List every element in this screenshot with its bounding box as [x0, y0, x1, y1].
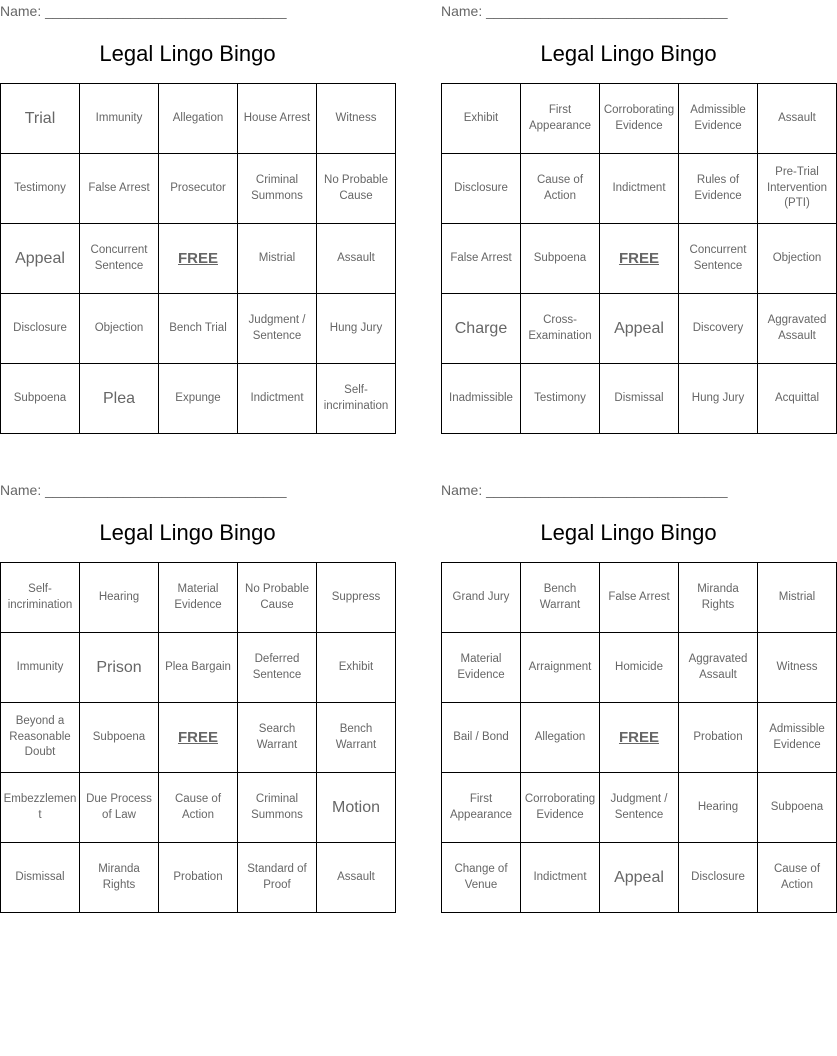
bingo-cell: Indictment — [238, 364, 317, 434]
bingo-row — [442, 843, 837, 913]
bingo-cell: Exhibit — [317, 633, 396, 703]
bingo-cell: Judgment / Sentence — [238, 294, 317, 364]
name-field-label: Name: _______________________________ — [0, 3, 287, 19]
bingo-cell: Corroborating Evidence — [600, 84, 679, 154]
bingo-cell: Cause of Action — [521, 154, 600, 224]
bingo-cell: Allegation — [521, 703, 600, 773]
bingo-cell: Subpoena — [80, 703, 159, 773]
card-title: Legal Lingo Bingo — [99, 41, 276, 66]
bingo-cell: Homicide — [600, 633, 679, 703]
bingo-cell: Beyond a Reasonable Doubt — [1, 703, 80, 773]
bingo-cell: Bench Trial — [159, 294, 238, 364]
bingo-row — [442, 224, 837, 294]
bingo-cell: Search Warrant — [238, 703, 317, 773]
bingo-cell: Assault — [317, 843, 396, 913]
bingo-cell: Suppress — [317, 563, 396, 633]
bingo-cell: Bench Warrant — [317, 703, 396, 773]
bingo-row — [442, 633, 837, 703]
bingo-cell: Dismissal — [1, 843, 80, 913]
bingo-cell: Pre-Trial Intervention (PTI) — [758, 154, 837, 224]
free-space: FREE — [600, 703, 679, 773]
bingo-cell: Inadmissible — [442, 364, 521, 434]
bingo-cell: Miranda Rights — [80, 843, 159, 913]
bingo-cell: Hung Jury — [679, 364, 758, 434]
bingo-cell: Objection — [80, 294, 159, 364]
bingo-cell: Prosecutor — [159, 154, 238, 224]
bingo-cell: First Appearance — [521, 84, 600, 154]
bingo-row — [1, 294, 396, 364]
bingo-cell: First Appearance — [442, 773, 521, 843]
bingo-cell: Testimony — [521, 364, 600, 434]
bingo-row — [1, 563, 396, 633]
bingo-row — [1, 633, 396, 703]
name-field-label: Name: _______________________________ — [441, 3, 728, 19]
free-space: FREE — [159, 703, 238, 773]
bingo-cell: Change of Venue — [442, 843, 521, 913]
bingo-row — [442, 364, 837, 434]
bingo-cell: Embezzlement — [1, 773, 80, 843]
bingo-cell: Self-incrimination — [317, 364, 396, 434]
bingo-row — [442, 563, 837, 633]
card-title: Legal Lingo Bingo — [99, 520, 276, 545]
bingo-cell: Immunity — [1, 633, 80, 703]
bingo-cell: Appeal — [1, 224, 80, 294]
bingo-cell: Deferred Sentence — [238, 633, 317, 703]
bingo-cell: Discovery — [679, 294, 758, 364]
bingo-row — [442, 773, 837, 843]
bingo-cell: Witness — [317, 84, 396, 154]
bingo-cell: Allegation — [159, 84, 238, 154]
bingo-grid — [0, 83, 396, 434]
bingo-cell: Motion — [317, 773, 396, 843]
bingo-cell: Probation — [159, 843, 238, 913]
bingo-cell: Hung Jury — [317, 294, 396, 364]
bingo-cell: Aggravated Assault — [679, 633, 758, 703]
bingo-cell: Criminal Summons — [238, 154, 317, 224]
bingo-row — [1, 703, 396, 773]
bingo-cell: House Arrest — [238, 84, 317, 154]
bingo-cell: Concurrent Sentence — [679, 224, 758, 294]
bingo-row — [1, 364, 396, 434]
name-field-label: Name: _______________________________ — [0, 482, 287, 498]
bingo-cell: Subpoena — [1, 364, 80, 434]
bingo-cell: Dismissal — [600, 364, 679, 434]
bingo-cell: Bench Warrant — [521, 563, 600, 633]
bingo-cell: Assault — [317, 224, 396, 294]
bingo-cell: Arraignment — [521, 633, 600, 703]
bingo-cell: Appeal — [600, 294, 679, 364]
bingo-cell: Criminal Summons — [238, 773, 317, 843]
bingo-cell: Testimony — [1, 154, 80, 224]
bingo-cell: Mistrial — [238, 224, 317, 294]
bingo-cell: Rules of Evidence — [679, 154, 758, 224]
bingo-grid — [0, 562, 396, 913]
bingo-row — [442, 154, 837, 224]
bingo-cell: Hearing — [679, 773, 758, 843]
bingo-cell: Judgment / Sentence — [600, 773, 679, 843]
bingo-cell: Cause of Action — [758, 843, 837, 913]
bingo-cell: Material Evidence — [442, 633, 521, 703]
bingo-cell: False Arrest — [600, 563, 679, 633]
bingo-cell: Indictment — [521, 843, 600, 913]
bingo-cell: Prison — [80, 633, 159, 703]
bingo-cell: Probation — [679, 703, 758, 773]
bingo-row — [1, 224, 396, 294]
bingo-cell: Immunity — [80, 84, 159, 154]
bingo-row — [1, 773, 396, 843]
bingo-cell: Cross-Examination — [521, 294, 600, 364]
bingo-cell: Charge — [442, 294, 521, 364]
bingo-row — [1, 843, 396, 913]
bingo-cell: Hearing — [80, 563, 159, 633]
bingo-cell: Subpoena — [758, 773, 837, 843]
bingo-cell: Disclosure — [679, 843, 758, 913]
bingo-cell: Standard of Proof — [238, 843, 317, 913]
bingo-row — [1, 154, 396, 224]
bingo-cell: Objection — [758, 224, 837, 294]
bingo-cell: Material Evidence — [159, 563, 238, 633]
bingo-cell: Corroborating Evidence — [521, 773, 600, 843]
bingo-cell: Cause of Action — [159, 773, 238, 843]
bingo-grid — [441, 562, 837, 913]
bingo-cell: Grand Jury — [442, 563, 521, 633]
bingo-cell: False Arrest — [442, 224, 521, 294]
bingo-cell: Trial — [1, 84, 80, 154]
bingo-row — [442, 84, 837, 154]
bingo-cell: False Arrest — [80, 154, 159, 224]
bingo-cell: Miranda Rights — [679, 563, 758, 633]
bingo-cell: Expunge — [159, 364, 238, 434]
bingo-cell: Mistrial — [758, 563, 837, 633]
bingo-cell: Plea Bargain — [159, 633, 238, 703]
bingo-cell: Concurrent Sentence — [80, 224, 159, 294]
bingo-cell: Witness — [758, 633, 837, 703]
bingo-cell: Due Process of Law — [80, 773, 159, 843]
bingo-cell: Acquittal — [758, 364, 837, 434]
bingo-cell: Indictment — [600, 154, 679, 224]
bingo-cell: Bail / Bond — [442, 703, 521, 773]
bingo-cell: Exhibit — [442, 84, 521, 154]
bingo-cell: Subpoena — [521, 224, 600, 294]
name-field-label: Name: _______________________________ — [441, 482, 728, 498]
bingo-row — [442, 294, 837, 364]
bingo-cell: Admissible Evidence — [758, 703, 837, 773]
bingo-cell: Self-incrimination — [1, 563, 80, 633]
bingo-cell: Admissible Evidence — [679, 84, 758, 154]
card-title: Legal Lingo Bingo — [540, 41, 717, 66]
bingo-row — [1, 84, 396, 154]
bingo-row — [442, 703, 837, 773]
free-space: FREE — [600, 224, 679, 294]
bingo-cell: No Probable Cause — [317, 154, 396, 224]
bingo-cell: Assault — [758, 84, 837, 154]
bingo-cell: Plea — [80, 364, 159, 434]
free-space: FREE — [159, 224, 238, 294]
bingo-grid — [441, 83, 837, 434]
bingo-cell: No Probable Cause — [238, 563, 317, 633]
bingo-cell: Appeal — [600, 843, 679, 913]
bingo-cell: Disclosure — [1, 294, 80, 364]
bingo-cell: Aggravated Assault — [758, 294, 837, 364]
card-title: Legal Lingo Bingo — [540, 520, 717, 545]
bingo-cell: Disclosure — [442, 154, 521, 224]
